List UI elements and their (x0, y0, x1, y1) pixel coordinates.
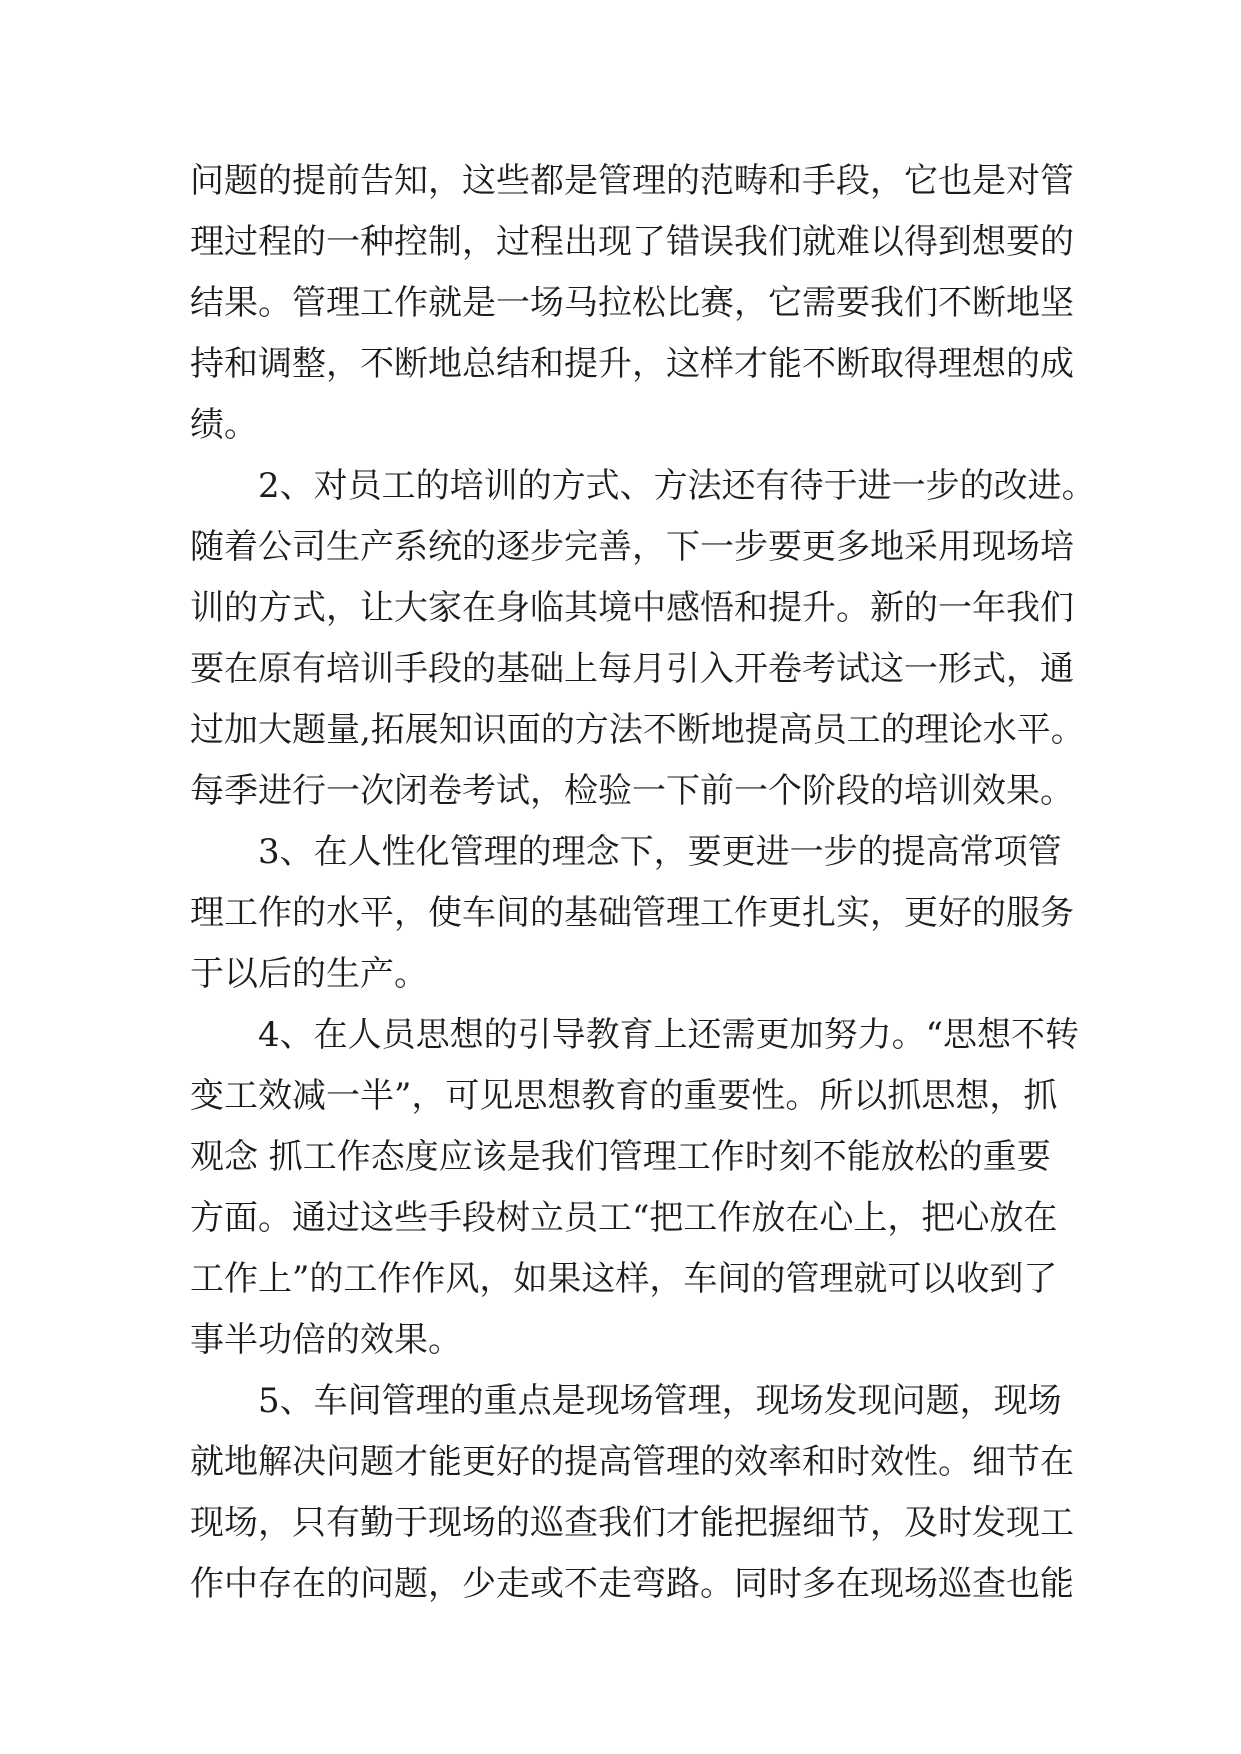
text-line: 3、在人性化管理的理念下，要更进一步的提高常项管 (258, 832, 1062, 872)
text-line: 方面。通过这些手段树立员工“把工作放在心上，把心放在 (190, 1198, 1058, 1238)
text-line: 2、对员工的培训的方式、方法还有待于进一步的改进。 (258, 466, 1096, 506)
text-line: 就地解决问题才能更好的提高管理的效率和时效性。细节在 (190, 1442, 1074, 1482)
text-line: 4、在人员思想的引导教育上还需更加努力。“思想不转 (258, 1015, 1080, 1055)
text-line: 绩。 (190, 405, 258, 445)
document-body (190, 151, 1096, 1615)
text-line: 于以后的生产。 (190, 954, 428, 994)
text-line: 训的方式，让大家在身临其境中感悟和提升。新的一年我们 (190, 588, 1074, 628)
text-line: 现场，只有勤于现场的巡查我们才能把握细节，及时发现工 (190, 1503, 1074, 1543)
text-line: 要在原有培训手段的基础上每月引入开卷考试这一形式，通 (190, 649, 1074, 689)
text-line: 事半功倍的效果。 (190, 1320, 462, 1360)
text-line: 作中存在的问题，少走或不走弯路。同时多在现场巡查也能 (190, 1564, 1074, 1604)
text-line: 每季进行一次闭卷考试，检验一下前一个阶段的培训效果。 (190, 771, 1074, 811)
text-line: 变工效减一半”，可见思想教育的重要性。所以抓思想，抓 (190, 1076, 1058, 1116)
text-line: 问题的提前告知，这些都是管理的范畴和手段，它也是对管 (190, 161, 1074, 201)
text-line: 工作上”的工作作风，如果这样，车间的管理就可以收到了 (190, 1259, 1058, 1299)
text-line: 结果。管理工作就是一场马拉松比赛，它需要我们不断地坚 (190, 283, 1074, 323)
text-line: 理过程的一种控制，过程出现了错误我们就难以得到想要的 (190, 222, 1074, 262)
text-line: 持和调整，不断地总结和提升，这样才能不断取得理想的成 (190, 344, 1074, 384)
text-line: 随着公司生产系统的逐步完善，下一步要更多地采用现场培 (190, 527, 1074, 567)
text-line: 过加大题量,拓展知识面的方法不断地提高员工的理论水平。 (190, 710, 1085, 750)
text-line: 5、车间管理的重点是现场管理，现场发现问题，现场 (258, 1381, 1062, 1421)
text-line: 观念 抓工作态度应该是我们管理工作时刻不能放松的重要 (190, 1137, 1051, 1177)
text-line: 理工作的水平，使车间的基础管理工作更扎实，更好的服务 (190, 893, 1074, 933)
